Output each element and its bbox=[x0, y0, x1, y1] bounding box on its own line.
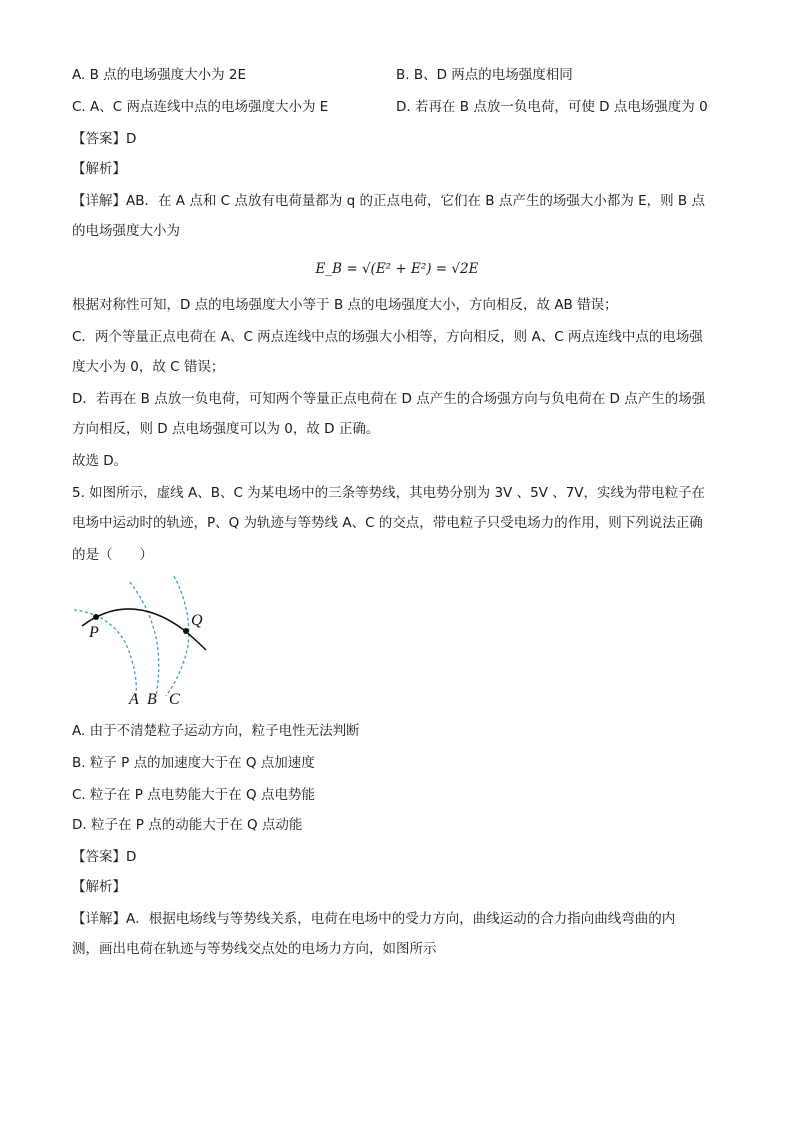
label-b: B bbox=[147, 691, 157, 708]
q5-detail-line: 【详解】A．根据电场线与等势线关系，电荷在电场中的受力方向，曲线运动的合力指向曲线弯曲的内 bbox=[72, 911, 676, 927]
equipotential-line-b bbox=[130, 582, 159, 696]
q4-detail-line: D．若再在 B 点放一负电荷，可知两个等量正点电荷在 D 点产生的合场强方向与负电荷在 D 点产生的场强 bbox=[72, 391, 706, 407]
q4-detail-line: 的电场强度大小为 bbox=[72, 223, 180, 239]
label-q: Q bbox=[191, 612, 203, 629]
q4-analysis-label: 【解析】 bbox=[72, 161, 126, 177]
q5-option-a: A. 由于不清楚粒子运动方向，粒子电性无法判断 bbox=[72, 723, 360, 739]
q4-formula: E_B = √(E² + E²) = √2E bbox=[315, 261, 479, 277]
point-p-marker bbox=[93, 614, 99, 620]
q5-option-d: D. 粒子在 P 点的动能大于在 Q 点动能 bbox=[72, 817, 303, 833]
q4-detail-line: 根据对称性可知，D 点的电场强度大小等于 B 点的电场强度大小，方向相反，故 AB 错误； bbox=[72, 297, 618, 313]
q4-option-d: D. 若再在 B 点放一负电荷，可使 D 点电场强度为 0 bbox=[396, 99, 708, 115]
label-c: C bbox=[169, 691, 180, 708]
equipotential-trajectory-figure bbox=[70, 574, 220, 714]
q5-answer: 【答案】D bbox=[72, 849, 137, 865]
q5-stem-line: 5. 如图所示，虚线 A、B、C 为某电场中的三条等势线，其电势分别为 3V 、5V 、7V，实线为带电粒子在 bbox=[72, 485, 706, 501]
q4-option-a: A. B 点的电场强度大小为 2E bbox=[72, 67, 247, 83]
label-p: P bbox=[89, 624, 99, 641]
equipotential-line-c bbox=[166, 576, 189, 696]
q5-option-b: B. 粒子 P 点的加速度大于在 Q 点加速度 bbox=[72, 755, 315, 771]
q4-answer: 【答案】D bbox=[72, 131, 137, 147]
label-a: A bbox=[129, 691, 139, 708]
q5-option-c: C. 粒子在 P 点电势能大于在 Q 点电势能 bbox=[72, 787, 315, 803]
q4-detail-line: 【详解】AB．在 A 点和 C 点放有电荷量都为 q 的正点电荷，它们在 B 点产生的场强大小都为 E，则 B 点 bbox=[72, 193, 705, 209]
q4-option-b: B. B、D 两点的电场强度相同 bbox=[396, 67, 573, 83]
q5-analysis-label: 【解析】 bbox=[72, 879, 126, 895]
q4-detail-line: 方向相反，则 D 点电场强度可以为 0，故 D 正确。 bbox=[72, 421, 380, 437]
q5-detail-line: 测，画出电荷在轨迹与等势线交点处的电场力方向，如图所示 bbox=[72, 941, 437, 957]
q5-stem-line: 的是（ ） bbox=[72, 547, 153, 563]
q4-conclusion: 故选 D。 bbox=[72, 453, 128, 469]
point-q-marker bbox=[183, 628, 189, 634]
q4-option-c: C. A、C 两点连线中点的电场强度大小为 E bbox=[72, 99, 329, 115]
q5-stem-line: 电场中运动时的轨迹，P、Q 为轨迹与等势线 A、C 的交点，带电粒子只受电场力的作用，则下列说法正确 bbox=[72, 515, 703, 531]
equipotential-line-a bbox=[74, 610, 136, 696]
q4-detail-line: 度大小为 0，故 C 错误； bbox=[72, 359, 225, 375]
q4-detail-line: C．两个等量正点电荷在 A、C 两点连线中点的场强大小相等，方向相反，则 A、C 两点连线中点的电场强 bbox=[72, 329, 703, 345]
